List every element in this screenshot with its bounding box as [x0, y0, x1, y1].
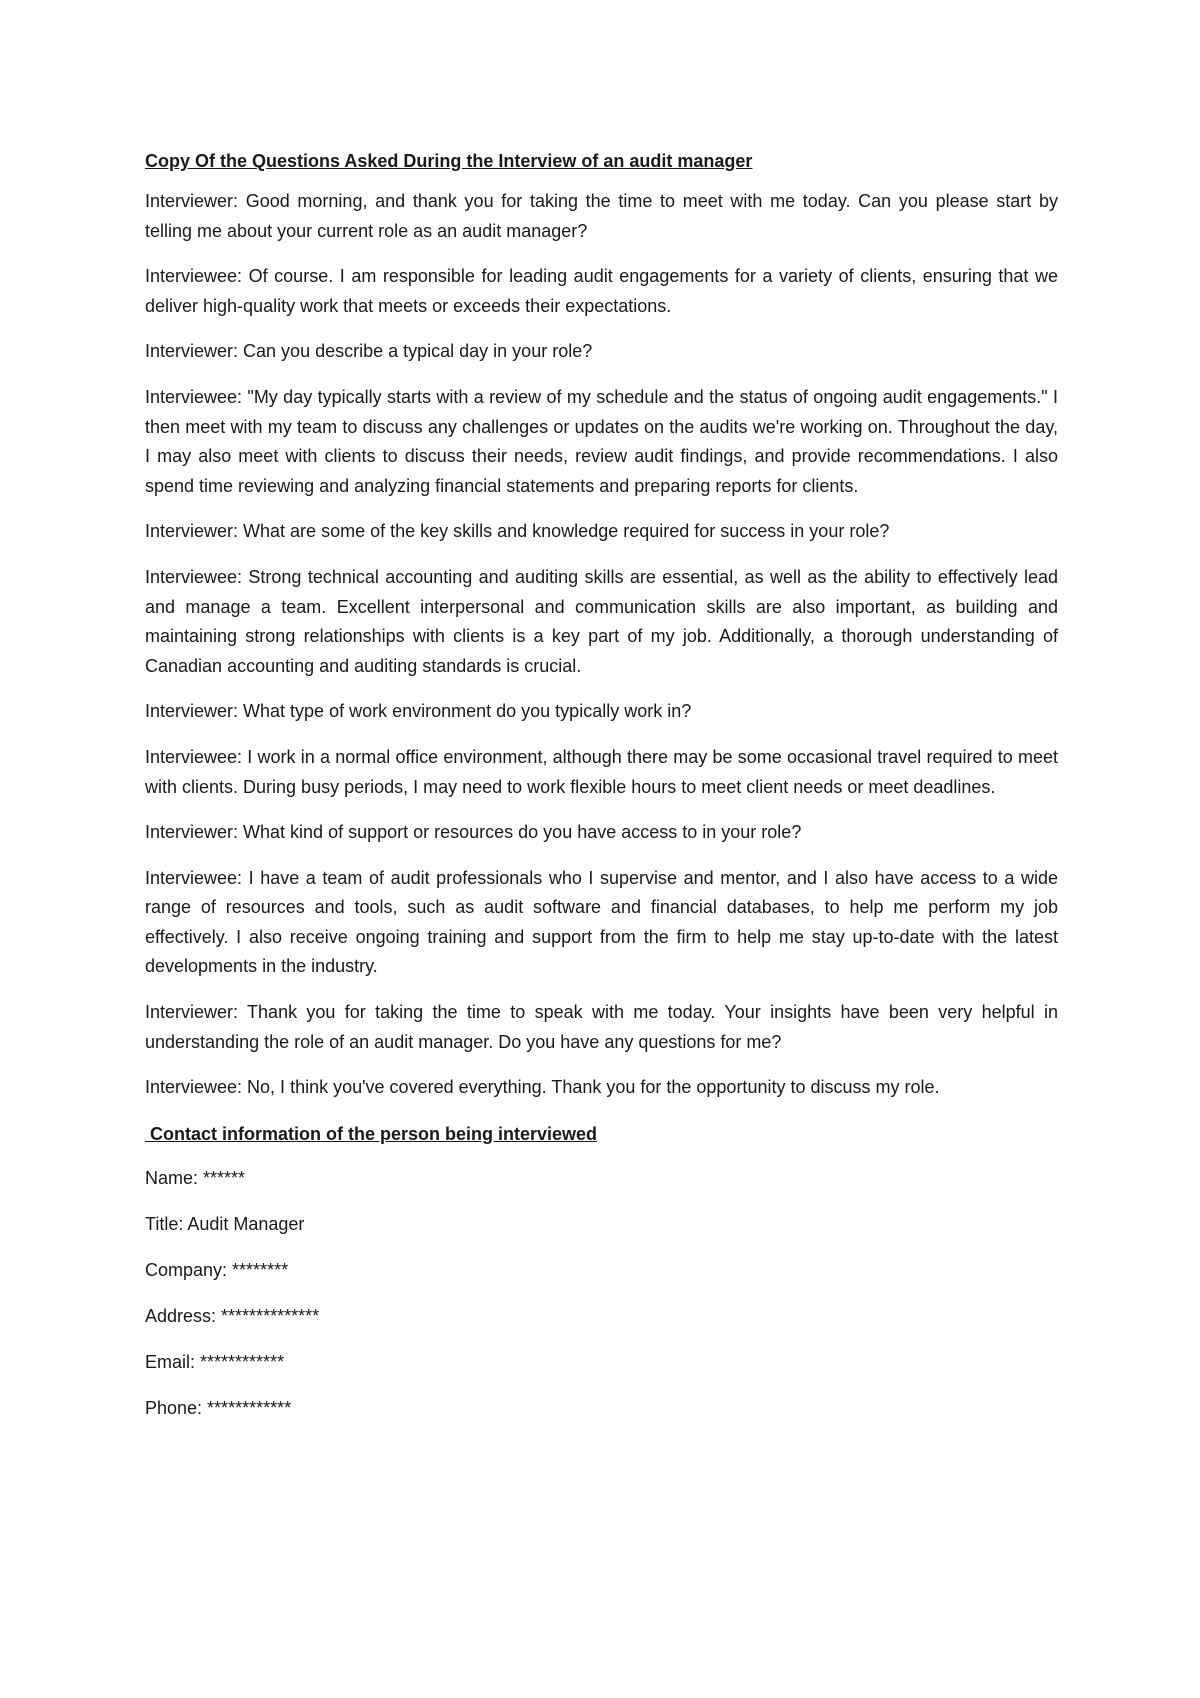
- paragraph-interviewer-environment: Interviewer: What type of work environment do you typically work in?: [145, 701, 692, 722]
- contact-heading: Contact information of the person being interviewed: [145, 1123, 598, 1144]
- paragraph-interviewee-closing: Interviewee: No, I think you've covered everything. Thank you for the opportunity to discuss my role.: [145, 1077, 940, 1098]
- paragraph-interviewee-skills: Interviewee: Strong technical accounting and auditing skills are essential, as well as the ability to effectively lead and manage a team. Excellent interpersonal and communication skills are also important, as building and maintaining strong relationships with clients is a key part of my job. Additionally, a thorough understanding of Canadian accounting and auditing standards is crucial.: [145, 566, 1058, 676]
- paragraph-interviewer-skills: Interviewer: What are some of the key skills and knowledge required for success in your role?: [145, 521, 890, 542]
- paragraph-interviewee-role: Interviewee: Of course. I am responsible for leading audit engagements for a variety of clients, ensuring that we deliver high-quality work that meets or exceeds their expectations.: [145, 266, 1058, 316]
- document-page: [145, 146, 1058, 1439]
- paragraph-interviewee-environment: Interviewee: I work in a normal office environment, although there may be some occasional travel required to meet with clients. During busy periods, I may need to work flexible hours to meet client needs or meet deadlines.: [145, 746, 1058, 797]
- contact-address: Address: **************: [145, 1305, 320, 1326]
- paragraph-interviewer-resources: Interviewer: What kind of support or resources do you have access to in your role?: [145, 822, 802, 843]
- paragraph-interviewee-typical-day: Interviewee: "My day typically starts with a review of my schedule and the status of ongoing audit engagements." I then meet with my team to discuss any challenges or updates on the audits we're working on. Throughout the day, I may also meet with clients to discuss their needs, review audit findings, and provide recommendations. I also spend time reviewing and analyzing financial statements and preparing reports for clients.: [145, 386, 1058, 496]
- paragraph-interviewee-resources: Interviewee: I have a team of audit professionals who I supervise and mentor, and I also have access to a wide range of resources and tools, such as audit software and financial databases, to help me perform my job effectively. I also receive ongoing training and support from the firm to help me stay up-to-date with the latest developments in the industry.: [145, 867, 1058, 977]
- paragraph-interviewer-intro: Interviewer: Good morning, and thank you for taking the time to meet with me today. Can you please start by telling me about your current role as an audit manager?: [145, 191, 1058, 241]
- contact-email: Email: ************: [145, 1351, 285, 1372]
- contact-title: Title: Audit Manager: [145, 1213, 305, 1234]
- paragraph-interviewer-typical-day: Interviewer: Can you describe a typical day in your role?: [145, 341, 593, 362]
- contact-company: Company: ********: [145, 1259, 289, 1280]
- paragraph-interviewer-closing: Interviewer: Thank you for taking the time to speak with me today. Your insights have been very helpful in understanding the role of an audit manager. Do you have any questions for me?: [145, 1002, 1058, 1052]
- contact-phone: Phone: ************: [145, 1397, 292, 1418]
- contact-name: Name: ******: [145, 1167, 246, 1188]
- document-title: Copy Of the Questions Asked During the Interview of an audit manager: [145, 151, 753, 171]
